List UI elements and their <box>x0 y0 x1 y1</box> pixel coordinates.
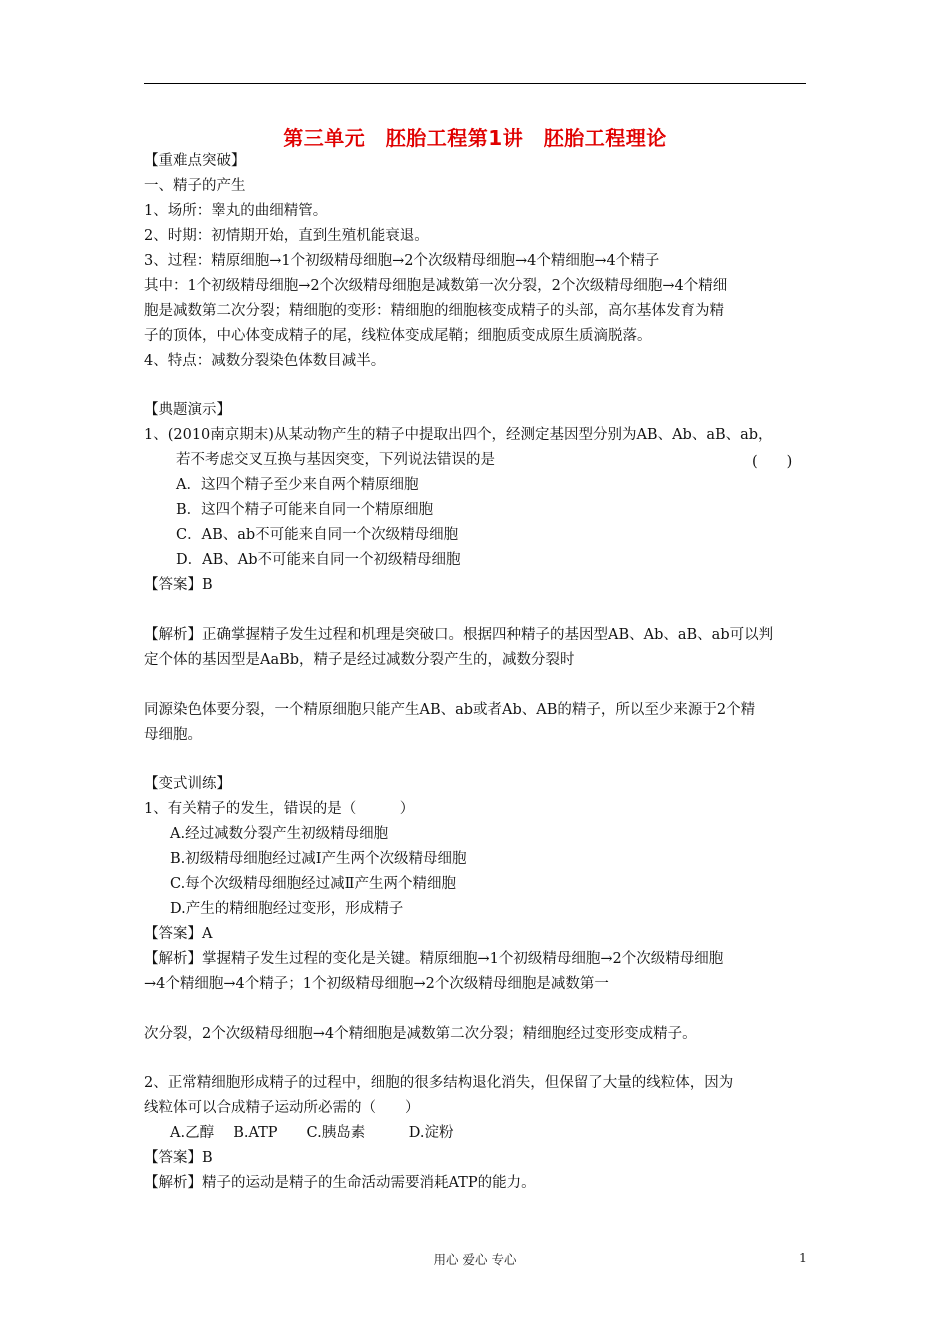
point-process: 3、过程：精原细胞→1个初级精母细胞→2个次级精母细胞→4个精细胞→4个精子 <box>144 253 660 269</box>
practice-question-2-options: A.乙醇 B.ATP C.胰岛素 D.淀粉 <box>170 1125 454 1141</box>
question-1-line-2: 若不考虑交叉互换与基因突变，下列说法错误的是 <box>176 452 495 468</box>
explanation-line-1: 【解析】正确掌握精子发生过程和机理是突破口。根据四种精子的基因型AB、Ab、aB、ab可以判 <box>144 627 774 643</box>
practice-option-a: A.经过减数分裂产生初级精母细胞 <box>170 826 389 842</box>
option-d: D．AB、Ab不可能来自同一个初级精母细胞 <box>176 552 461 568</box>
point-period: 2、时期：初情期开始，直到生殖机能衰退。 <box>144 228 429 244</box>
document-title: 第三单元 胚胎工程第1讲 胚胎工程理论 <box>283 126 667 150</box>
answer-blank: ( ) <box>752 454 793 470</box>
explanation-line-4: 母细胞。 <box>144 727 202 743</box>
practice-answer-2: 【答案】B <box>144 1150 213 1166</box>
process-detail-line-1: 其中：1个初级精母细胞→2个次级精母细胞是减数第一次分裂，2个次级精母细胞→4个精细 <box>144 278 728 294</box>
answer-label: 【答案】B <box>144 577 213 593</box>
explanation-line-3: 同源染色体要分裂，一个精原细胞只能产生AB、ab或者Ab、AB的精子，所以至少来源于2个精 <box>144 702 756 718</box>
page-footer: 用心 爱心 专心 <box>433 1252 517 1267</box>
option-c: C．AB、ab不可能来自同一个次级精母细胞 <box>176 527 459 543</box>
topic-sperm-production: 一、精子的产生 <box>144 178 246 194</box>
practice-question-1: 1、有关精子的发生，错误的是（ ） <box>144 801 415 817</box>
practice-explanation-1-line-2: →4个精细胞→4个精子；1个初级精母细胞→2个次级精母细胞是减数第一 <box>144 976 609 992</box>
practice-option-b: B.初级精母细胞经过减Ⅰ产生两个次级精母细胞 <box>170 851 467 867</box>
practice-question-2-line-2: 线粒体可以合成精子运动所必需的（ ） <box>144 1100 420 1116</box>
point-feature: 4、特点：减数分裂染色体数目减半。 <box>144 353 386 369</box>
practice-explanation-2: 【解析】精子的运动是精子的生命活动需要消耗ATP的能力。 <box>144 1175 536 1191</box>
page-number: 1 <box>799 1250 807 1265</box>
option-a: A．这四个精子至少来自两个精原细胞 <box>176 477 419 493</box>
option-b: B．这四个精子可能来自同一个精原细胞 <box>176 502 434 518</box>
process-detail-line-2: 胞是减数第二次分裂；精细胞的变形：精细胞的细胞核变成精子的头部，高尔基体发育为精 <box>144 303 724 319</box>
practice-question-2-line-1: 2、正常精细胞形成精子的过程中，细胞的很多结构退化消失，但保留了大量的线粒体，因为 <box>144 1075 734 1091</box>
point-location: 1、场所：睾丸的曲细精管。 <box>144 203 328 219</box>
section-header-key-points: 【重难点突破】 <box>144 153 246 169</box>
practice-option-d: D.产生的精细胞经过变形，形成精子 <box>170 901 404 917</box>
practice-explanation-1-line-3: 次分裂，2个次级精母细胞→4个精细胞是减数第二次分裂；精细胞经过变形变成精子。 <box>144 1026 697 1042</box>
practice-explanation-1-line-1: 【解析】掌握精子发生过程的变化是关键。精原细胞→1个初级精母细胞→2个次级精母细胞 <box>144 951 724 967</box>
process-detail-line-3: 子的顶体，中心体变成精子的尾，线粒体变成尾鞘；细胞质变成原生质滴脱落。 <box>144 328 652 344</box>
practice-answer-1: 【答案】A <box>144 926 213 942</box>
section-header-practice: 【变式训练】 <box>144 776 231 792</box>
header-rule <box>144 83 806 84</box>
section-header-examples: 【典题演示】 <box>144 402 231 418</box>
explanation-line-2: 定个体的基因型是AaBb，精子是经过减数分裂产生的，减数分裂时 <box>144 652 575 668</box>
question-1-line-1: 1、(2010南京期末)从某动物产生的精子中提取出四个，经测定基因型分别为AB、Ab、aB、ab， <box>144 427 773 443</box>
practice-option-c: C.每个次级精母细胞经过减Ⅱ产生两个精细胞 <box>170 876 457 892</box>
